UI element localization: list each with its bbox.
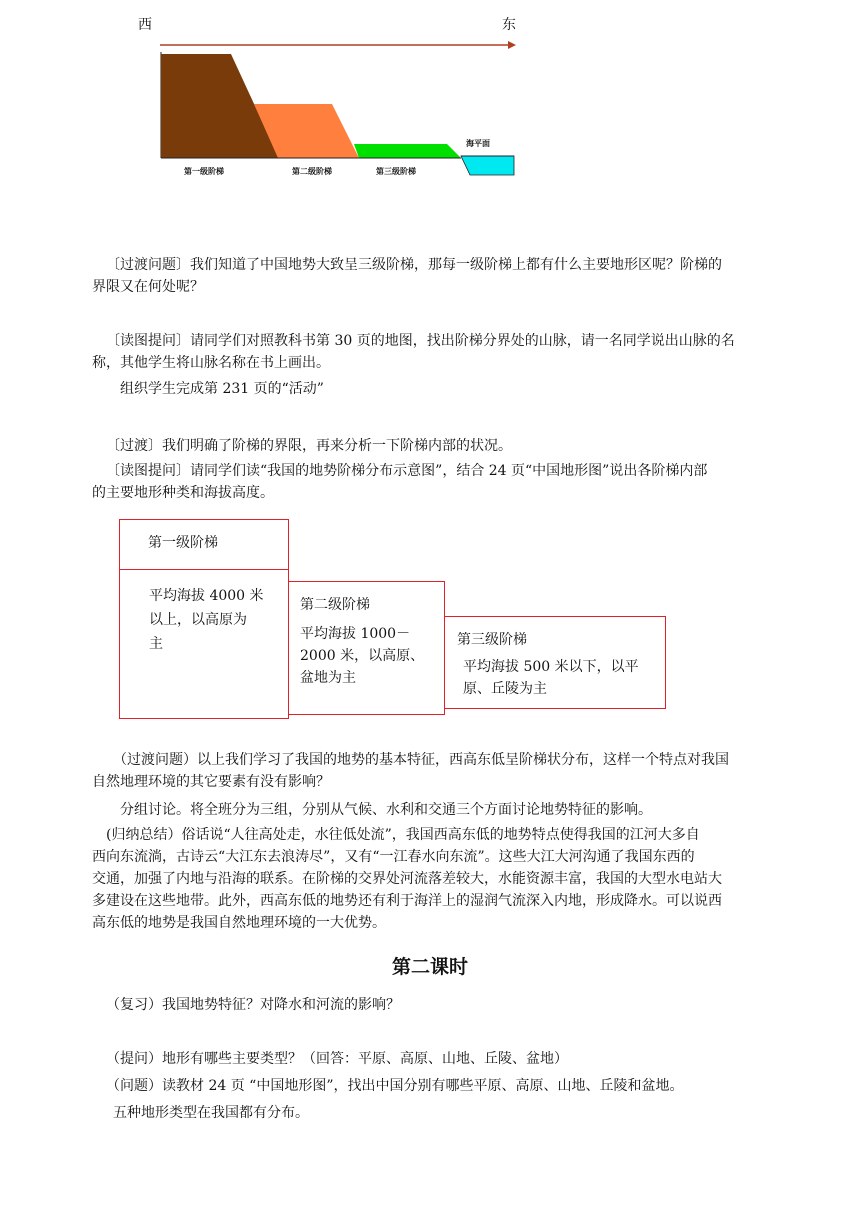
step2-label: 第二级阶梯: [292, 167, 332, 176]
text-line: 〔读图提问〕请同学们读“我国的地势阶梯分布示意图”，结合 24 页“中国地形图”说出各阶梯内部: [106, 463, 708, 479]
paragraph-review: [92, 994, 780, 1016]
paragraph-group-discussion: [92, 799, 780, 821]
step3-title: 第三级阶梯: [457, 632, 527, 648]
paragraph-distribution: [92, 1102, 780, 1124]
paragraph-activity: [92, 378, 780, 400]
section-heading: 第二课时: [391, 956, 468, 978]
sea-shape: [461, 156, 514, 175]
sea-level-label: 海平面: [466, 139, 490, 148]
step1-title-box: [119, 519, 289, 570]
text-line: 交通，加强了内地与沿海的联系。在阶梯的交界处河流落差较大，水能资源丰富，我国的大型水电站大: [92, 871, 722, 887]
text-line: 组织学生完成第 231 页的“活动”: [120, 381, 324, 397]
text-line: （过渡问题）以上我们学习了我国的地势的基本特征，西高东低呈阶梯状分布，这样一个特点对我国: [113, 752, 729, 768]
text-line: 五种地形类型在我国都有分布。: [113, 1105, 309, 1121]
text-line: （问题）读教材 24 页 “中国地形图”，找出中国分别有哪些平原、高原、山地、丘陵和盆地。: [106, 1078, 684, 1094]
paragraph-summary: [92, 824, 780, 934]
paragraph-transition: [92, 435, 780, 457]
step2-box: [288, 581, 445, 715]
text-line: 西向东流淌，古诗云“大江东去浪涛尽”，又有“一江春水向东流”。这些大江大河沟通了我国东西的: [92, 849, 695, 865]
step3-label: 第三级阶梯: [376, 167, 416, 176]
text-line: 〔读图提问〕请同学们对照教科书第 30 页的地图，找出阶梯分界处的山脉，请一名同学说出山脉的名: [106, 333, 735, 349]
terrain-profile-svg: [0, 0, 860, 200]
east-label: 东: [502, 17, 516, 33]
arrow-head-icon: [508, 41, 516, 49]
step3-shape: [354, 144, 461, 158]
text-line: 分组讨论。将全班分为三组，分别从气候、水利和交通三个方面讨论地势特征的影响。: [120, 802, 652, 818]
text-line: 界限又在何处呢？: [92, 279, 204, 295]
step1-body-line2: 以上，以高原为: [149, 612, 247, 628]
step2-body-line2: 2000 米，以高原、: [300, 648, 425, 664]
paragraph-question-map: [92, 1075, 780, 1097]
text-line: 〔过渡问题〕我们知道了中国地势大致呈三级阶梯，那每一级阶梯上都有什么主要地形区呢？阶梯的: [106, 257, 722, 273]
text-line: 的主要地形种类和海拔高度。: [92, 485, 274, 501]
terrain-diagram: [0, 0, 860, 200]
paragraph-reading-question-1: [92, 330, 780, 374]
paragraph-question-types: [92, 1048, 780, 1070]
step3-body-line1: 平均海拔 500 米以下，以平: [463, 659, 639, 675]
step2-title: 第二级阶梯: [300, 597, 370, 613]
step3-body-line2: 原、丘陵为主: [463, 681, 547, 697]
step3-box: [444, 616, 666, 709]
paragraph-transition-question: [92, 254, 780, 298]
west-label: 西: [138, 17, 152, 33]
text-line: （提问）地形有哪些主要类型？（回答：平原、高原、山地、丘陵、盆地）: [106, 1051, 568, 1067]
paragraph-transition-question-2: [92, 749, 780, 793]
text-line: (归纳总结）俗话说“人往高处走，水往低处流”，我国西高东低的地势特点使得我国的江河大多自: [106, 827, 700, 843]
step1-title: 第一级阶梯: [148, 535, 218, 551]
text-line: 〔过渡〕我们明确了阶梯的界限，再来分析一下阶梯内部的状况。: [106, 438, 512, 454]
step2-body-line3: 盆地为主: [300, 670, 356, 686]
step1-label: 第一级阶梯: [184, 167, 224, 176]
text-line: （复习）我国地势特征？对降水和河流的影响？: [106, 997, 400, 1013]
text-line: 多建设在这些地带。此外，西高东低的地势还有利于海洋上的湿润气流深入内地，形成降水。可以说西: [92, 893, 722, 909]
text-line: 自然地理环境的其它要素有没有影响？: [92, 774, 330, 790]
paragraph-reading-question-2: [92, 460, 780, 504]
step1-body-line3: 主: [149, 636, 163, 652]
step2-body-line1: 平均海拔 1000－: [300, 626, 411, 642]
text-line: 称，其他学生将山脉名称在书上画出。: [92, 355, 330, 371]
text-line: 高东低的地势是我国自然地理环境的一大优势。: [92, 915, 386, 931]
step1-body-line1: 平均海拔 4000 米: [149, 588, 264, 604]
step1-body-box: [119, 569, 289, 719]
